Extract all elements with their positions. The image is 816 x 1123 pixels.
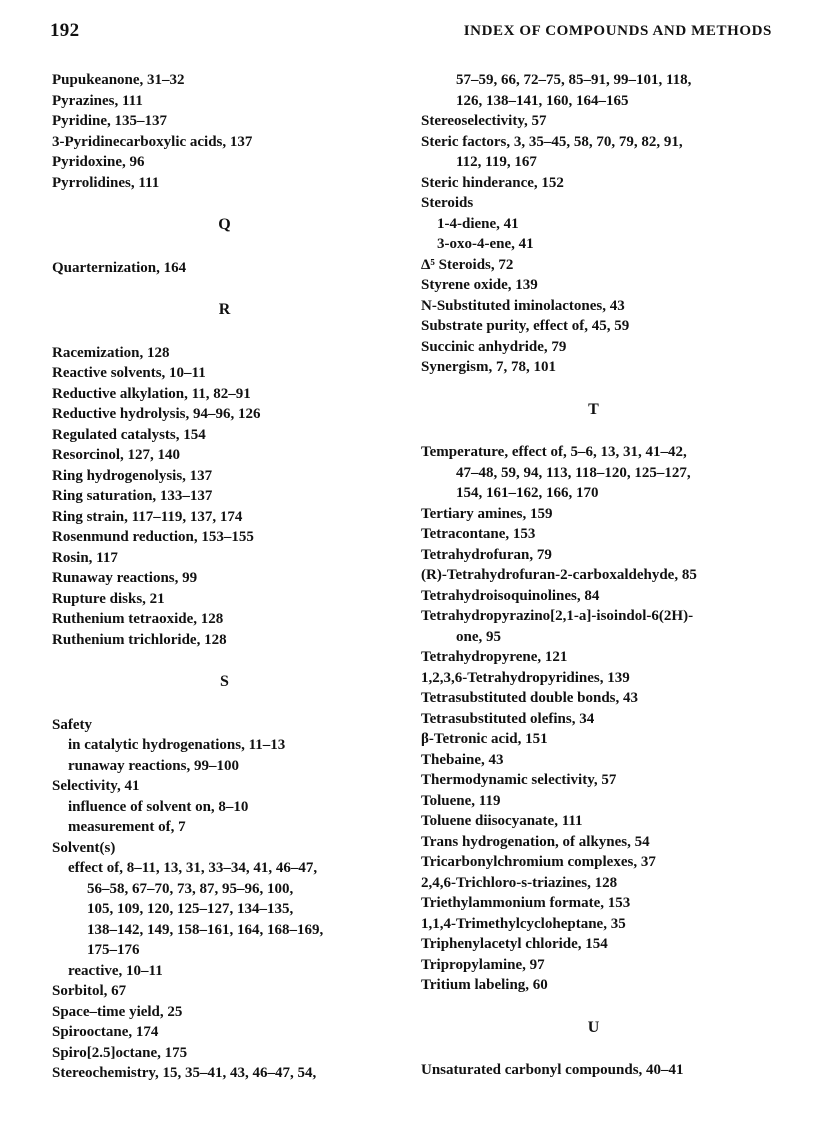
index-continuation: 154, 161–162, 166, 170 <box>456 485 599 501</box>
index-subentry: influence of solvent on, 8–10 <box>68 798 249 815</box>
index-entry: Ruthenium tetraoxide, 128 <box>52 611 224 627</box>
index-entry: Rosin, 117 <box>52 549 118 566</box>
index-entry: Tetrahydropyrene, 121 <box>421 649 568 665</box>
index-entry: Trans hydrogenation, of alkynes, 54 <box>421 833 650 850</box>
index-subentry: reactive, 10–11 <box>68 962 163 979</box>
index-entry: Tetracontane, 153 <box>421 526 536 542</box>
index-entry: Steroids <box>421 195 474 211</box>
index-subentry: runaway reactions, 99–100 <box>68 757 239 774</box>
section-letter-u: U <box>587 1018 600 1036</box>
index-entry: Pupukeanone, 31–32 <box>52 72 185 88</box>
index-subentry: 3-oxo-4-ene, 41 <box>437 236 534 252</box>
page-header <box>50 20 772 46</box>
index-entry: Styrene oxide, 139 <box>421 277 538 293</box>
index-continuation: 105, 109, 120, 125–127, 134–135, <box>87 901 294 917</box>
index-entry: Ring strain, 117–119, 137, 174 <box>52 508 243 525</box>
section-letter-q: Q <box>218 216 231 233</box>
index-entry: Temperature, effect of, 5–6, 13, 31, 41–42, <box>421 444 687 460</box>
index-entry: Rosenmund reduction, 153–155 <box>52 529 254 545</box>
index-subentry: measurement of, 7 <box>68 819 186 835</box>
index-entry: Tetrahydrofuran, 79 <box>421 546 552 563</box>
index-entry: β-Tetronic acid, 151 <box>421 731 548 747</box>
index-entry: Stereochemistry, 15, 35–41, 43, 46–47, 54, <box>52 1065 317 1081</box>
index-entry: Ruthenium trichloride, 128 <box>52 631 227 648</box>
index-entry: (R)-Tetrahydrofuran-2-carboxaldehyde, 85 <box>421 567 697 583</box>
index-subentry: 1-4-diene, 41 <box>437 215 519 232</box>
index-entry: Sorbitol, 67 <box>52 983 127 999</box>
index-continuation: one, 95 <box>456 628 501 645</box>
index-entry: Tetrasubstituted olefins, 34 <box>421 710 595 727</box>
index-continuation: 112, 119, 167 <box>456 154 537 170</box>
index-entry: Thermodynamic selectivity, 57 <box>421 772 617 788</box>
index-entry: Triethylammonium formate, 153 <box>421 895 631 911</box>
index-column-right <box>421 70 781 1081</box>
index-entry: Quarternization, 164 <box>52 259 187 276</box>
index-entry: Unsaturated carbonyl compounds, 40–41 <box>421 1062 684 1078</box>
index-entry: Spiro[2.5]octane, 175 <box>52 1044 188 1061</box>
index-continuation: 47–48, 59, 94, 113, 118–120, 125–127, <box>456 464 691 481</box>
index-entry: Tricarbonylchromium complexes, 37 <box>421 854 656 870</box>
index-continuation: 138–142, 149, 158–161, 164, 168–169, <box>87 921 324 938</box>
index-entry: Steric hinderance, 152 <box>421 174 564 191</box>
index-entry: Succinic anhydride, 79 <box>421 338 567 355</box>
index-entry: Synergism, 7, 78, 101 <box>421 359 556 375</box>
index-entry: Steric factors, 3, 35–45, 58, 70, 79, 82, 91, <box>421 133 683 150</box>
index-entry: Tetrahydropyrazino[2,1-a]-isoindol-6(2H)- <box>421 608 694 624</box>
index-entry: Safety <box>52 716 92 733</box>
index-continuation: 56–58, 67–70, 73, 87, 95–96, 100, <box>87 880 294 897</box>
index-entry: Δ⁵ Steroids, 72 <box>421 256 514 273</box>
index-entry: Ring hydrogenolysis, 137 <box>52 467 213 484</box>
index-entry: Substrate purity, effect of, 45, 59 <box>421 318 630 334</box>
index-continuation: 57–59, 66, 72–75, 85–91, 99–101, 118, <box>456 72 692 88</box>
index-entry: Space–time yield, 25 <box>52 1003 183 1020</box>
index-continuation: 175–176 <box>87 942 140 958</box>
index-entry: 3-Pyridinecarboxylic acids, 137 <box>52 133 253 150</box>
index-entry: 1,2,3,6-Tetrahydropyridines, 139 <box>421 669 630 686</box>
index-entry: Reductive alkylation, 11, 82–91 <box>52 385 251 402</box>
index-entry: Toluene, 119 <box>421 792 501 809</box>
index-entry: Selectivity, 41 <box>52 778 140 794</box>
index-entry: Solvent(s) <box>52 839 116 856</box>
index-entry: Reductive hydrolysis, 94–96, 126 <box>52 406 261 422</box>
index-entry: Spirooctane, 174 <box>52 1024 159 1040</box>
index-entry: Rupture disks, 21 <box>52 590 165 607</box>
running-head: INDEX OF COMPOUNDS AND METHODS <box>463 23 772 39</box>
index-entry: Tetrahydroisoquinolines, 84 <box>421 587 600 604</box>
section-letter-s: S <box>220 673 229 690</box>
index-entry: Pyridoxine, 96 <box>52 154 145 170</box>
index-entry: Racemization, 128 <box>52 344 170 361</box>
index-entry: Runaway reactions, 99 <box>52 570 198 586</box>
index-entry: Tripropylamine, 97 <box>421 956 545 973</box>
index-entry: Tertiary amines, 159 <box>421 505 553 522</box>
index-entry: Reactive solvents, 10–11 <box>52 365 206 381</box>
index-entry: Tritium labeling, 60 <box>421 977 548 993</box>
index-entry: N-Substituted iminolactones, 43 <box>421 297 625 314</box>
index-entry: Regulated catalysts, 154 <box>52 426 206 443</box>
index-continuation: 126, 138–141, 160, 164–165 <box>456 92 629 109</box>
index-entry: Pyrrolidines, 111 <box>52 174 160 191</box>
index-subentry: effect of, 8–11, 13, 31, 33–34, 41, 46–47, <box>68 860 318 876</box>
section-letter-r: R <box>218 301 231 318</box>
index-entry: 1,1,4-Trimethylcycloheptane, 35 <box>421 915 626 932</box>
index-column-left <box>52 70 412 1084</box>
index-subentry: in catalytic hydrogenations, 11–13 <box>68 737 286 753</box>
index-entry: Ring saturation, 133–137 <box>52 488 213 504</box>
index-entry: Triphenylacetyl chloride, 154 <box>421 936 608 952</box>
index-entry: Pyridine, 135–137 <box>52 113 167 129</box>
index-entry: Thebaine, 43 <box>421 751 504 768</box>
index-entry: Tetrasubstituted double bonds, 43 <box>421 690 639 706</box>
index-entry: Pyrazines, 111 <box>52 92 143 109</box>
section-letter-t: T <box>588 400 599 418</box>
index-entry: Resorcinol, 127, 140 <box>52 447 181 463</box>
index-entry: Stereoselectivity, 57 <box>421 113 547 129</box>
index-entry: Toluene diisocyanate, 111 <box>421 813 583 829</box>
page-number: 192 <box>50 20 80 41</box>
index-entry: 2,4,6-Trichloro-s-triazines, 128 <box>421 874 618 891</box>
